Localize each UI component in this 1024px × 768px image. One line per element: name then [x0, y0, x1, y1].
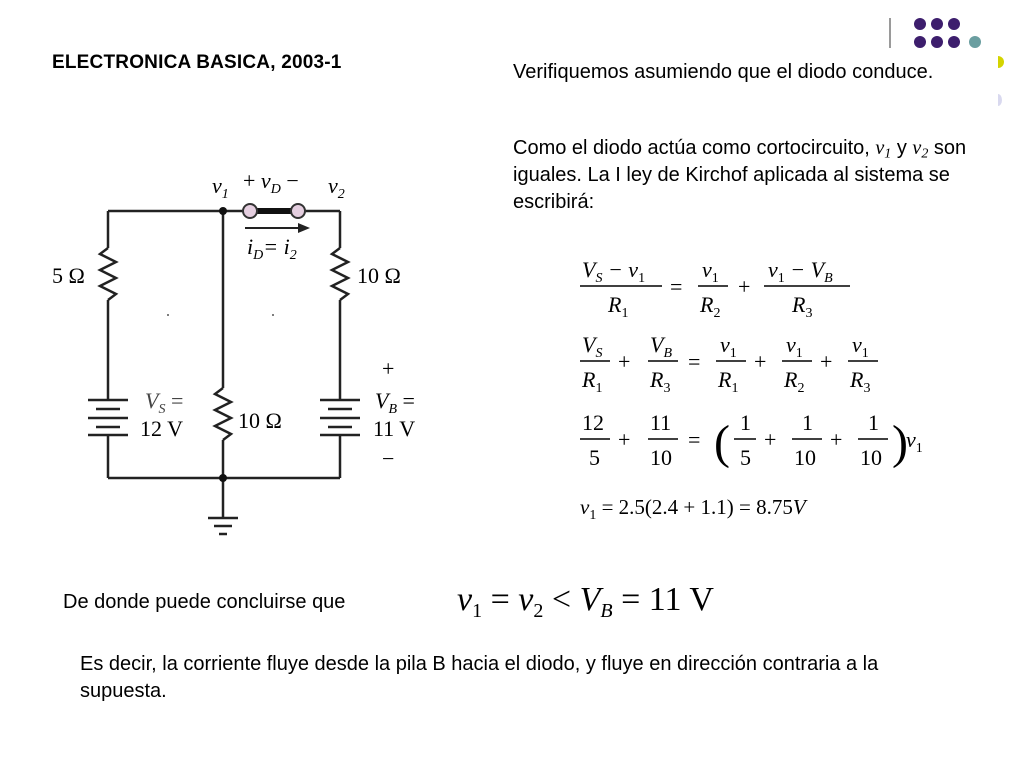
decor-dot: [948, 18, 960, 30]
svg-text:=: =: [688, 427, 701, 452]
paragraph-conclusion-intro: De donde puede concluirse que: [63, 591, 346, 613]
svg-text:5: 5: [740, 445, 751, 470]
node-v1-label: $v_1$: [212, 173, 229, 202]
paragraph-assumption: Verifiquemos asumiendo que el diodo conduce.: [513, 61, 934, 83]
svg-text:=: =: [688, 349, 701, 374]
svg-text:R1: $R_1$: [718, 367, 739, 396]
paragraph-explanation-a: Como el diodo actúa como cortocircuito,: [513, 137, 870, 159]
resistor-mid-label: 10 Ω: [238, 408, 282, 433]
svg-text:+: +: [830, 427, 843, 452]
stray-dot: [272, 314, 274, 316]
vb-minus: −: [382, 446, 395, 471]
svg-text:1: 1: [868, 410, 879, 435]
equation-numeric: [580, 410, 923, 470]
svg-text:R3: $R_3$: [850, 367, 871, 396]
decor-dot: [931, 36, 943, 48]
svg-text:): ): [892, 416, 908, 469]
svg-text:v1 − VB: $v_1 - V_B$: [768, 257, 833, 286]
svg-text:R3: $R_3$: [650, 367, 671, 396]
vd-label: + $v_D$ −: [243, 168, 299, 197]
svg-text:v1: $v_1$: [702, 257, 719, 286]
svg-text:R3: $R_3$: [792, 292, 813, 321]
svg-text:1: 1: [740, 410, 751, 435]
diode-terminal: [291, 204, 305, 218]
slide-heading: ELECTRONICA BASICA, 2003-1: [52, 52, 342, 73]
svg-text:VB: $V_B$: [650, 332, 673, 361]
node-v2-label: $v_2$: [328, 173, 345, 202]
decor-dot: [914, 36, 926, 48]
decor-dot: [931, 18, 943, 30]
paragraph-conclusion: Es decir, la corriente fluye desde la pila B hacia el diodo, y fluye en dirección contraria a la supuesta.: [80, 653, 879, 702]
svg-text:+: +: [618, 349, 631, 374]
equation-result: [580, 495, 808, 523]
paragraph-explanation: [513, 135, 993, 216]
svg-text:VS − v1: $V_S - v_1$: [582, 257, 646, 286]
svg-text:v1 = 2.5(2.4 + 1.1) = 8.75V: $v_1 = 2.5(2.4 + 1.1) = 8.75V$: [580, 495, 806, 523]
var-v2: $v_2$: [912, 137, 929, 162]
resistor-right-label: 10 Ω: [357, 263, 401, 288]
conj-y: y: [891, 137, 913, 159]
svg-text:10: 10: [650, 445, 672, 470]
svg-text:v1: $v_1$: [720, 332, 737, 361]
svg-text:R1: $R_1$: [608, 292, 629, 321]
id-label: $i_D= i_2$: [247, 234, 297, 263]
vs-label: $V_S$ =: [145, 388, 184, 417]
svg-text:v1: $v_1$: [852, 332, 869, 361]
svg-text:+: +: [738, 274, 751, 299]
svg-text:12: 12: [582, 410, 604, 435]
svg-text:+: +: [618, 427, 631, 452]
resistor-left-label: 5 Ω: [52, 263, 85, 288]
svg-text:+: +: [764, 427, 777, 452]
vb-plus: +: [382, 356, 395, 381]
vb-value: 11 V: [373, 416, 416, 441]
decor-dot: [998, 94, 1002, 106]
resistor-right: [332, 248, 348, 300]
decor-dot: [969, 36, 981, 48]
decor-dot: [914, 18, 926, 30]
svg-text:R2: $R_2$: [784, 367, 805, 396]
svg-text:=: =: [670, 274, 683, 299]
resistor-mid: [215, 388, 231, 440]
svg-text:v1 = v2 < VB = 11 V: $v_1 = v_2 < V_B = 11$ V: [457, 581, 714, 622]
equation-conclusion: [455, 574, 815, 624]
node-dot: [219, 474, 227, 482]
node-dot: [219, 207, 227, 215]
svg-text:v1: $v_1$: [786, 332, 803, 361]
svg-text:+: +: [754, 349, 767, 374]
resistor-left: [100, 248, 116, 300]
svg-text:1: 1: [802, 410, 813, 435]
svg-text:+: +: [820, 349, 833, 374]
svg-text:VS: $V_S$: [582, 332, 603, 361]
svg-text:10: 10: [794, 445, 816, 470]
decor-dot: [998, 56, 1004, 68]
vb-label: $V_B$ =: [375, 388, 415, 417]
svg-text:R2: $R_2$: [700, 292, 721, 321]
decor-dot: [948, 36, 960, 48]
svg-text:5: 5: [589, 445, 600, 470]
var-v1: $v_1$: [875, 137, 892, 162]
svg-text:10: 10: [860, 445, 882, 470]
diode-terminal: [243, 204, 257, 218]
svg-text:v1: $v_1$: [906, 427, 923, 456]
paragraph-explanation-b: son iguales. La I ley de Kirchof aplicada al sistema se escribirá:: [513, 137, 967, 213]
equations-block: [570, 250, 940, 530]
current-arrowhead: [298, 223, 310, 233]
circuit-diagram: [40, 160, 420, 560]
svg-text:R1: $R_1$: [582, 367, 603, 396]
equation-kcl: [580, 257, 850, 321]
svg-text:11: 11: [650, 410, 672, 435]
equation-rearranged: [580, 332, 878, 396]
decor-vertical-line: [889, 18, 891, 48]
stray-dot: [167, 314, 169, 316]
vs-value: 12 V: [140, 416, 183, 441]
svg-text:(: (: [714, 416, 730, 469]
